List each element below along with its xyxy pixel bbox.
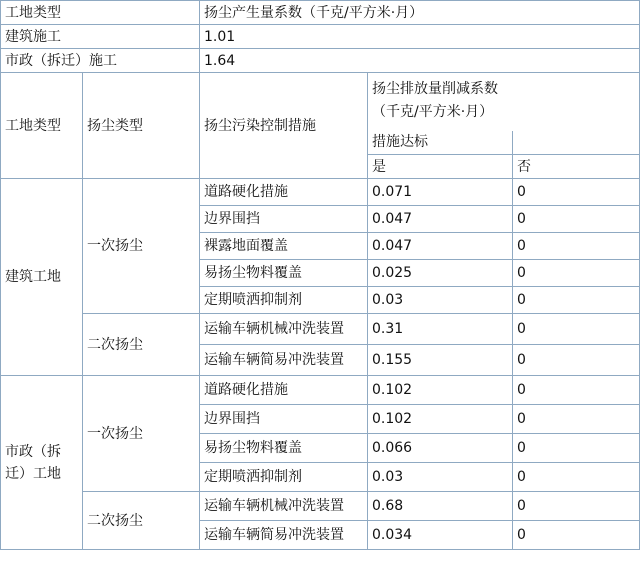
header-compliance: 措施达标: [368, 131, 513, 155]
rate-row: [1, 25, 640, 49]
measure-cell: 边界围挡: [200, 405, 368, 434]
no-value-cell: 0: [513, 434, 640, 463]
measure-cell: 易扬尘物料覆盖: [200, 434, 368, 463]
no-value-cell: 0: [513, 521, 640, 550]
header-control-measure: 扬尘污染控制措施: [200, 73, 368, 179]
measure-cell: 定期喷洒抑制剂: [200, 287, 368, 314]
no-value-cell: 0: [513, 376, 640, 405]
header-generation-coef: 扬尘产生量系数（千克/平方米·月）: [200, 1, 640, 25]
site-type-cell: 市政（拆迁）工地: [1, 376, 83, 550]
rate-header-row: [1, 1, 640, 25]
yes-value-cell: 0.047: [368, 233, 513, 260]
header-no: 否: [513, 155, 640, 179]
measure-cell: 运输车辆机械冲洗装置: [200, 314, 368, 345]
yes-value-cell: 0.066: [368, 434, 513, 463]
measure-cell: 道路硬化措施: [200, 376, 368, 405]
yes-value-cell: 0.102: [368, 376, 513, 405]
rate-value: 1.01: [200, 25, 640, 49]
yes-value-cell: 0.034: [368, 521, 513, 550]
no-value-cell: 0: [513, 287, 640, 314]
header-site-type: 工地类型: [1, 1, 200, 25]
header-dust-type: 扬尘类型: [83, 73, 200, 179]
header-blank: [513, 131, 640, 155]
table-row: [1, 492, 640, 521]
yes-value-cell: 0.03: [368, 287, 513, 314]
table-row: [1, 376, 640, 405]
yes-value-cell: 0.155: [368, 345, 513, 376]
no-value-cell: 0: [513, 260, 640, 287]
measure-cell: 定期喷洒抑制剂: [200, 463, 368, 492]
header-reduction-coef-line2: （千克/平方米·月）: [372, 104, 494, 120]
header-reduction-coef-line1: 扬尘排放量削减系数: [372, 81, 498, 97]
dust-type-cell: 一次扬尘: [83, 179, 200, 314]
yes-value-cell: 0.071: [368, 179, 513, 206]
dust-type-cell: 二次扬尘: [83, 314, 200, 376]
yes-value-cell: 0.025: [368, 260, 513, 287]
no-value-cell: 0: [513, 179, 640, 206]
yes-value-cell: 0.047: [368, 206, 513, 233]
no-value-cell: 0: [513, 405, 640, 434]
table-row: [1, 179, 640, 206]
no-value-cell: 0: [513, 233, 640, 260]
header-reduction-coef: [368, 73, 640, 131]
rate-type: 市政（拆迁）施工: [1, 49, 200, 73]
measure-cell: 裸露地面覆盖: [200, 233, 368, 260]
dust-type-cell: 一次扬尘: [83, 376, 200, 492]
yes-value-cell: 0.03: [368, 463, 513, 492]
yes-value-cell: 0.68: [368, 492, 513, 521]
rate-value: 1.64: [200, 49, 640, 73]
reduction-header-row: [1, 73, 640, 131]
table-row: [1, 314, 640, 345]
measure-cell: 道路硬化措施: [200, 179, 368, 206]
site-type-cell: 建筑工地: [1, 179, 83, 376]
no-value-cell: 0: [513, 345, 640, 376]
yes-value-cell: 0.102: [368, 405, 513, 434]
header-yes: 是: [368, 155, 513, 179]
no-value-cell: 0: [513, 492, 640, 521]
yes-value-cell: 0.31: [368, 314, 513, 345]
header-site-type-2: 工地类型: [1, 73, 83, 179]
rate-row: [1, 49, 640, 73]
dust-type-cell: 二次扬尘: [83, 492, 200, 550]
no-value-cell: 0: [513, 314, 640, 345]
measure-cell: 运输车辆机械冲洗装置: [200, 492, 368, 521]
rate-type: 建筑施工: [1, 25, 200, 49]
measure-cell: 易扬尘物料覆盖: [200, 260, 368, 287]
measure-cell: 运输车辆简易冲洗装置: [200, 345, 368, 376]
no-value-cell: 0: [513, 206, 640, 233]
measure-cell: 运输车辆简易冲洗装置: [200, 521, 368, 550]
no-value-cell: 0: [513, 463, 640, 492]
measure-cell: 边界围挡: [200, 206, 368, 233]
